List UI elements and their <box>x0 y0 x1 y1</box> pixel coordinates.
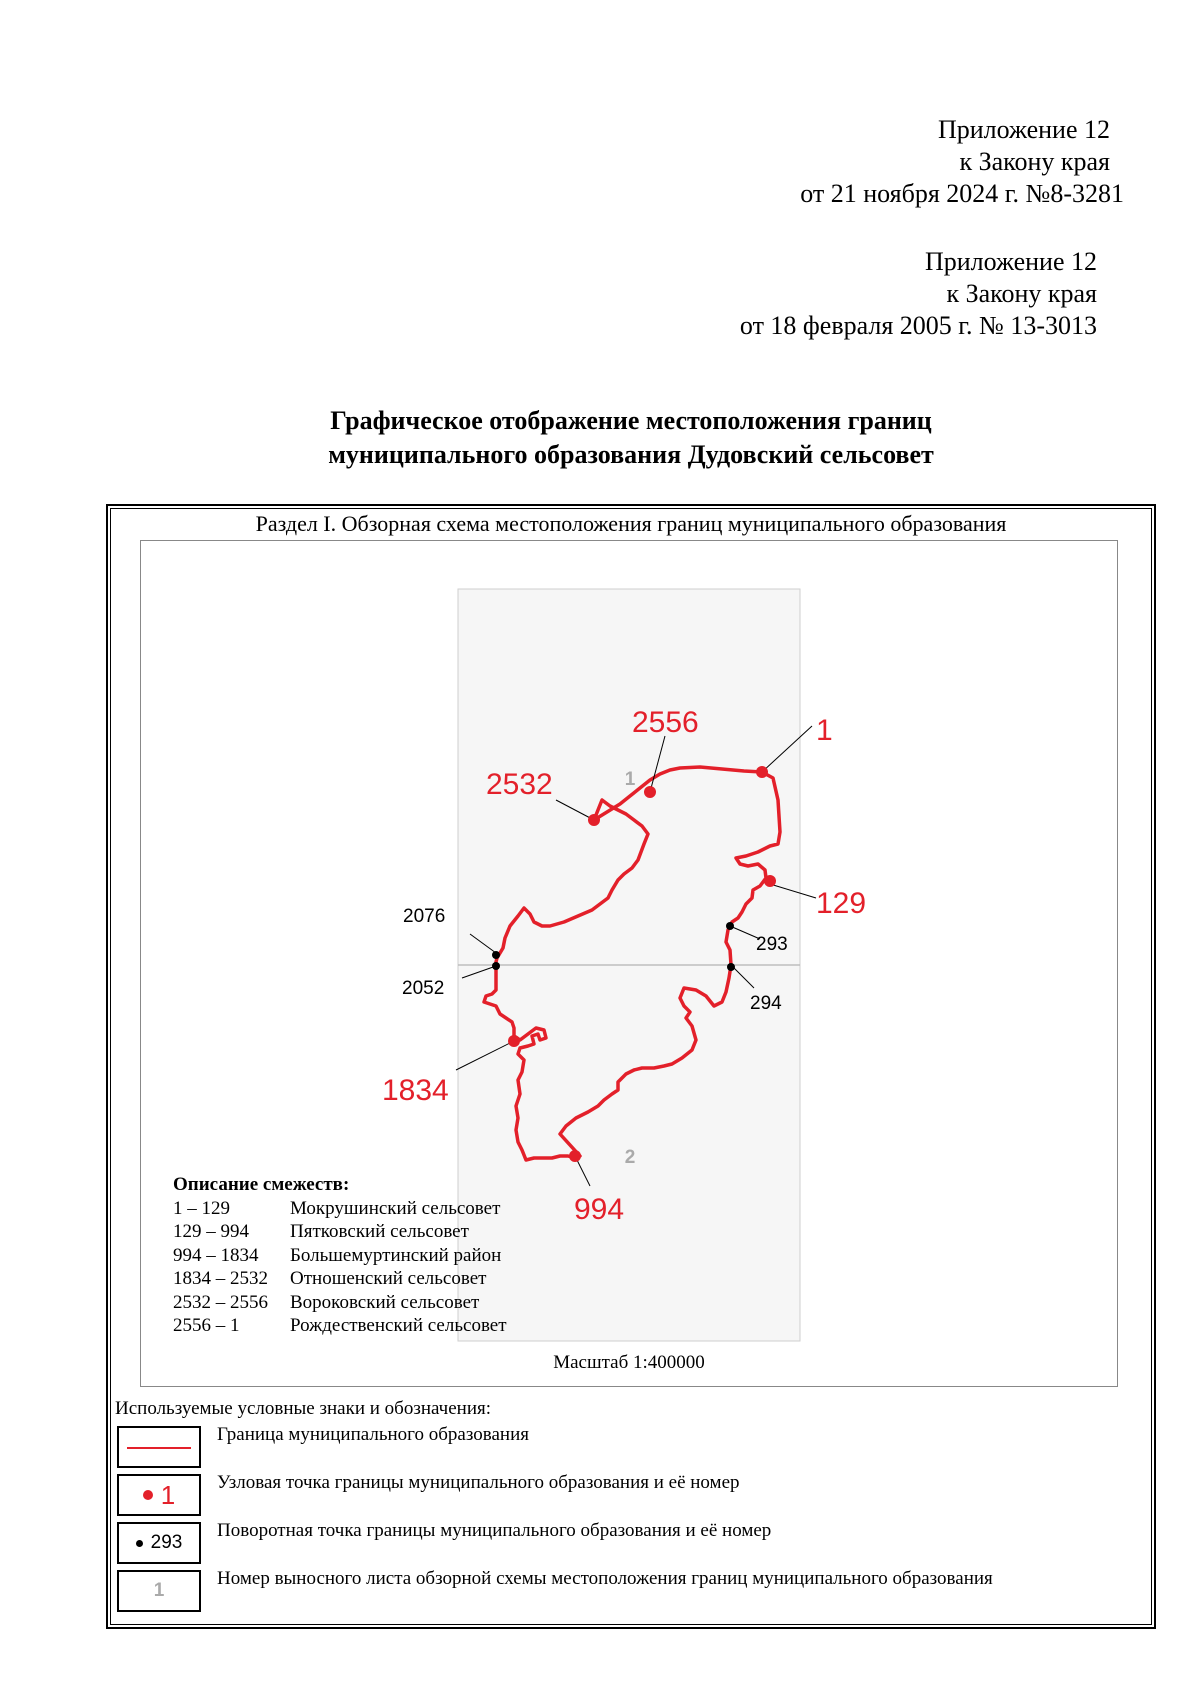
header-original-line1: Приложение 12 <box>924 247 1097 276</box>
nodal-point-129 <box>764 875 776 887</box>
legend-text-boundary: Граница муниципального образования <box>217 1424 529 1445</box>
adjacency-neighbor: Вороковский сельсовет <box>290 1291 480 1313</box>
label-nodal-2556: 2556 <box>632 706 699 739</box>
nodal-point-2532 <box>588 814 600 826</box>
red-line-icon <box>127 1447 191 1449</box>
adjacency-row <box>173 1291 507 1315</box>
page-title-line1: Графическое отображение местоположения границ <box>330 406 932 435</box>
legend-text-turning: Поворотная точка границы муниципального образования и её номер <box>217 1520 772 1541</box>
label-nodal-2532: 2532 <box>486 768 553 801</box>
adjacency-row <box>173 1220 507 1244</box>
adjacency-range: 2532 – 2556 <box>173 1291 268 1313</box>
label-nodal-1834: 1834 <box>382 1074 449 1107</box>
nodal-point-2556 <box>644 786 656 798</box>
adjacency-title: Описание смежеств: <box>173 1174 350 1195</box>
label-nodal-129: 129 <box>816 887 867 920</box>
nodal-point-1834 <box>508 1035 520 1047</box>
label-turning-2052: 2052 <box>402 978 445 999</box>
turning-point-2052 <box>492 962 500 970</box>
label-nodal-1: 1 <box>816 714 833 747</box>
legend-text-nodal: Узловая точка границы муниципального образования и её номер <box>217 1472 740 1493</box>
adjacency-range: 129 – 994 <box>173 1221 249 1242</box>
turning-point-294 <box>727 963 735 971</box>
label-turning-294: 294 <box>750 993 782 1014</box>
adjacency-neighbor: Пятковский сельсовет <box>290 1221 469 1242</box>
legend-symbol-turning-point <box>117 1522 201 1564</box>
section-title: Раздел I. Обзорная схема местоположения границ муниципального образования <box>255 511 1007 536</box>
header-current-line1: Приложение 12 <box>937 115 1110 144</box>
legend-symbol-boundary-line <box>117 1426 201 1468</box>
adjacency-description <box>173 1173 507 1338</box>
sheet-number-1: 1 <box>624 769 636 790</box>
legend-turning-sample <box>119 1524 199 1562</box>
label-nodal-994: 994 <box>574 1193 625 1226</box>
nodal-point-1 <box>756 766 768 778</box>
adjacency-range: 2556 – 1 <box>173 1315 240 1336</box>
adjacency-range: 1834 – 2532 <box>173 1268 268 1289</box>
header-original-line2: к Закону края <box>946 279 1097 308</box>
legend-nodal-number: 1 <box>160 1479 176 1510</box>
sheet-number-2: 2 <box>624 1147 636 1168</box>
header-original-line3: от 18 февраля 2005 г. № 13-3013 <box>739 311 1097 340</box>
adjacency-neighbor: Рождественский сельсовет <box>290 1315 507 1336</box>
adjacency-row <box>173 1267 507 1291</box>
adjacency-range: 994 – 1834 <box>173 1244 259 1266</box>
legend-turning-number: 293 <box>150 1532 183 1553</box>
turning-point-293 <box>726 922 734 930</box>
legend-symbol-sheet-number <box>117 1570 201 1612</box>
legend-symbol-nodal-point <box>117 1474 201 1516</box>
adjacency-range: 1 – 129 <box>173 1197 230 1219</box>
label-turning-2076: 2076 <box>403 906 446 927</box>
header-current-line3: от 21 ноября 2024 г. №8-3281 <box>800 179 1124 208</box>
nodal-point-994 <box>569 1150 581 1162</box>
black-dot-icon <box>136 1540 143 1547</box>
adjacency-neighbor: Большемуртинский район <box>290 1244 502 1266</box>
legend-text-sheet: Номер выносного листа обзорной схемы местоположения границ муниципального образования <box>217 1568 993 1589</box>
red-dot-icon <box>143 1490 153 1500</box>
header-current-line2: к Закону края <box>959 147 1110 176</box>
map-scale: Масштаб 1:400000 <box>553 1352 705 1373</box>
legend-title: Используемые условные знаки и обозначения: <box>115 1398 492 1419</box>
adjacency-row <box>173 1314 507 1338</box>
adjacency-row <box>173 1197 507 1221</box>
legend-sheet-sample: 1 <box>153 1580 165 1601</box>
adjacency-row <box>173 1244 507 1268</box>
adjacency-neighbor: Отношенский сельсовет <box>290 1268 487 1289</box>
label-turning-293: 293 <box>756 934 788 955</box>
legend-nodal-sample <box>119 1476 199 1514</box>
adjacency-neighbor: Мокрушинский сельсовет <box>290 1197 501 1219</box>
page-title-line2: муниципального образования Дудовский сельсовет <box>328 440 934 469</box>
turning-point-2076 <box>492 951 500 959</box>
